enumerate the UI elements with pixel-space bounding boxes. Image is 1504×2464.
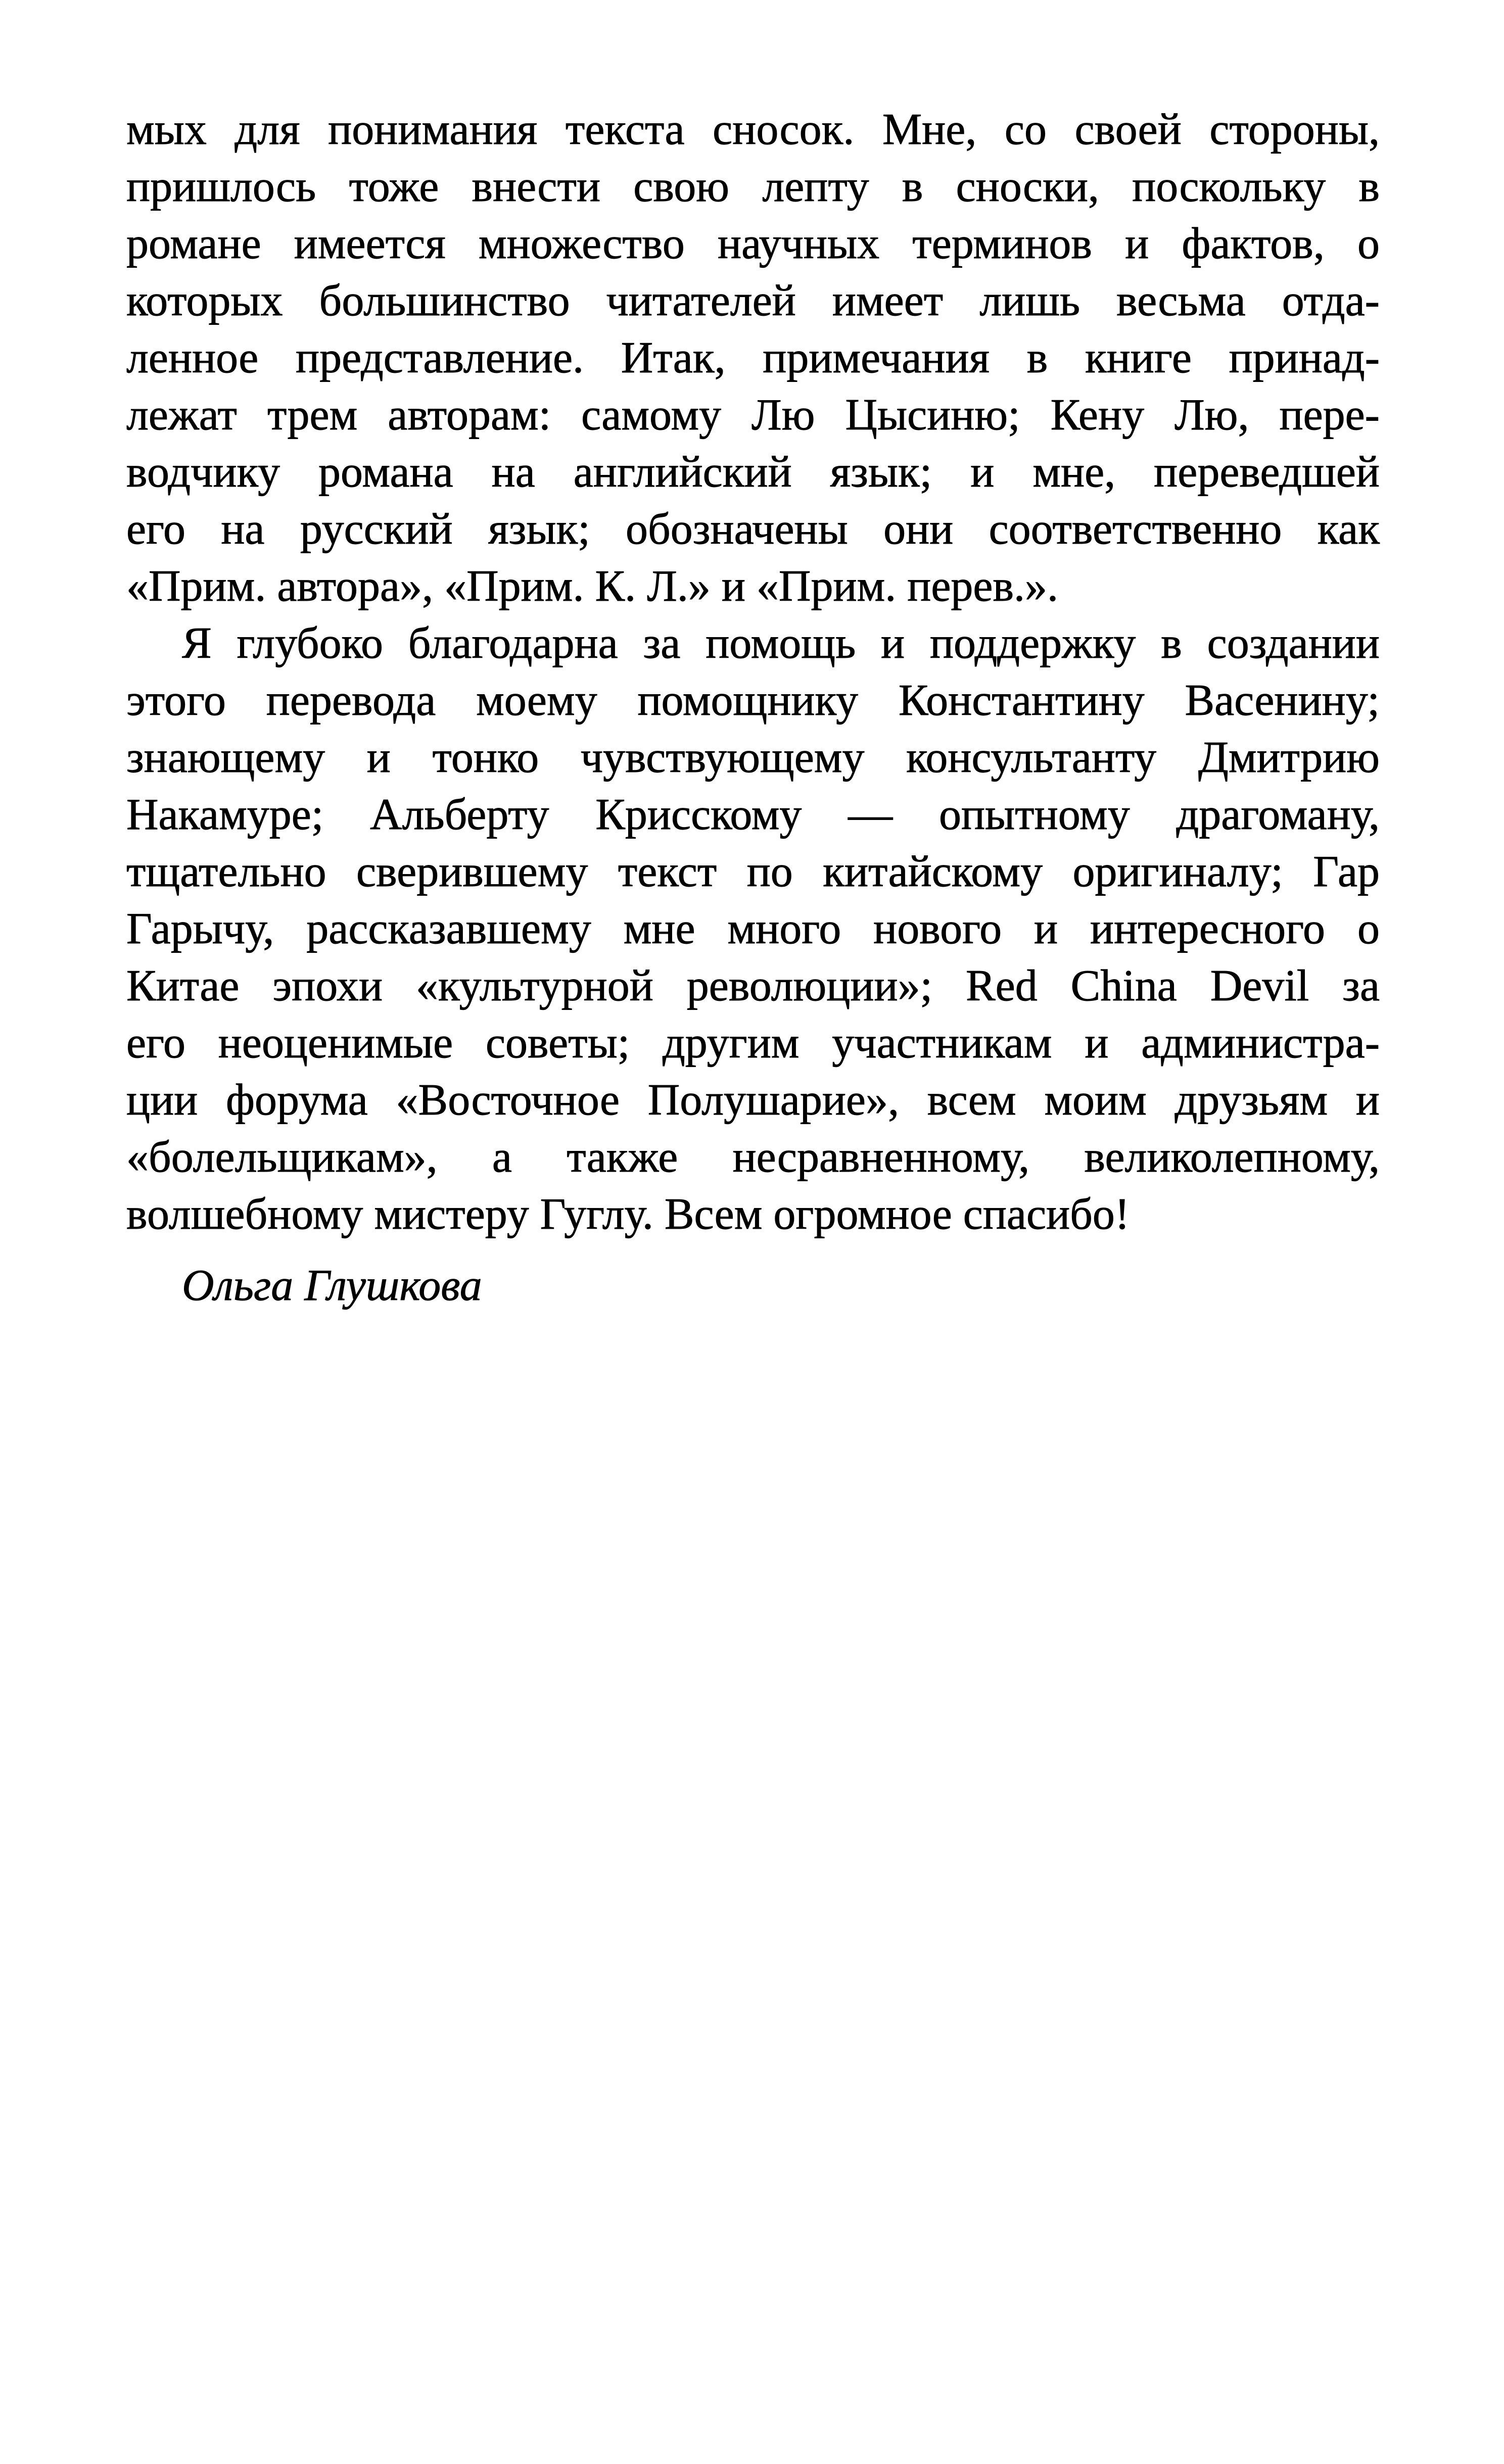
text-line: Китае эпохи «культурной революции»; Red China Devil за <box>126 961 1380 1010</box>
text-line: «болельщикам», а также несравненному, великолепному, <box>126 1133 1380 1182</box>
text-line: Гарычу, рассказавшему мне много нового и интересного о <box>126 904 1380 953</box>
text-line: романе имеется множество научных терминов и фактов, о <box>126 219 1380 268</box>
text-line: знающему и тонко чувствующему консультанту Дмитрию <box>126 733 1380 782</box>
text-line: тщательно сверившему текст по китайскому оригиналу; Гар <box>126 847 1380 896</box>
text-line: мых для понимания текста сносок. Мне, со своей стороны, <box>126 105 1380 154</box>
text-line: волшебному мистеру Гуглу. Всем огромное спасибо! <box>126 1190 1130 1239</box>
text-line: ции форума «Восточное Полушарие», всем моим друзьям и <box>126 1076 1380 1125</box>
text-line: Накамуре; Альберту Крисскому — опытному драгоману, <box>126 790 1380 839</box>
text-line: «Прим. автора», «Прим. К. Л.» и «Прим. перев.». <box>126 562 1059 611</box>
text-line: его на русский язык; обозначены они соответственно как <box>126 505 1380 554</box>
text-line: которых большинство читателей имеет лишь весьма отда- <box>126 276 1380 325</box>
text-line: водчику романа на английский язык; и мне, переведшей <box>126 448 1380 497</box>
text-line: пришлось тоже внести свою лепту в сноски, поскольку в <box>126 162 1380 211</box>
text-line: Я глубоко благодарна за помощь и поддержку в создании <box>182 619 1380 668</box>
page-body <box>126 101 1380 1314</box>
text-line: его неоценимые советы; другим участникам и администра- <box>126 1019 1380 1068</box>
text-line: ленное представление. Итак, примечания в книге принад- <box>126 333 1380 382</box>
paragraph-1 <box>126 101 1380 615</box>
signature: Ольга Глушкова <box>182 1261 482 1310</box>
text-line: этого перевода моему помощнику Константину Васенину; <box>126 676 1380 725</box>
text-line: лежат трем авторам: самому Лю Цысиню; Кену Лю, пере- <box>126 391 1380 440</box>
paragraph-2 <box>126 615 1380 1243</box>
